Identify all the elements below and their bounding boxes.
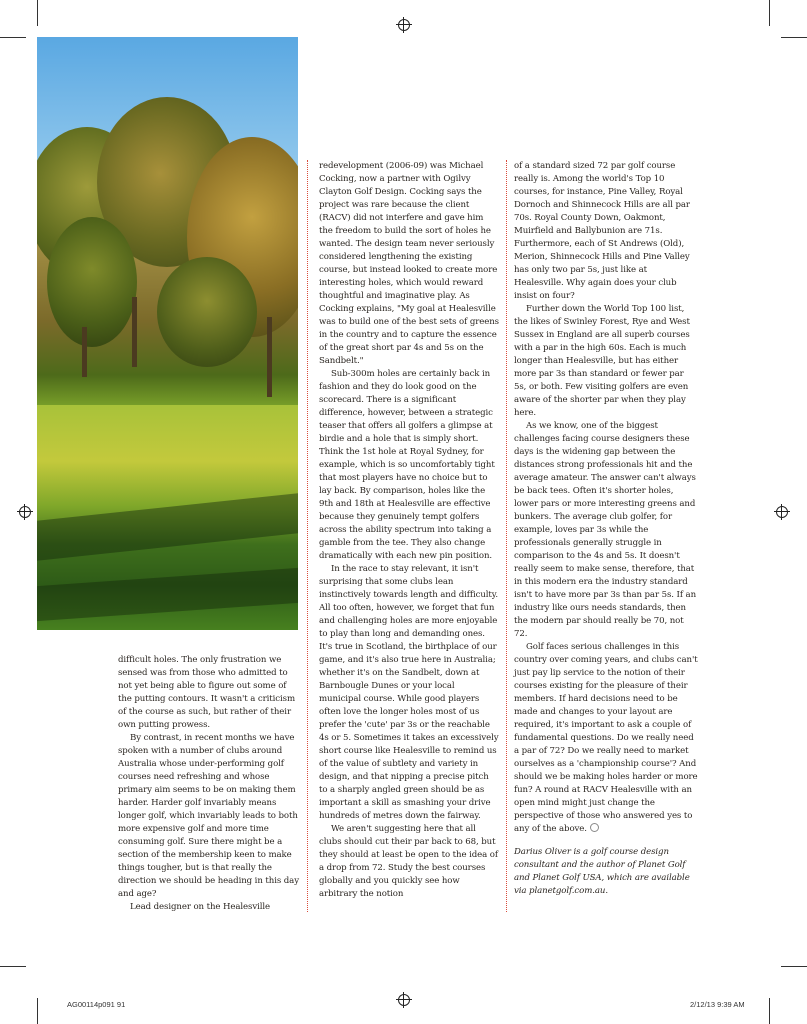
slug-left: AG00114p091 91	[67, 1000, 126, 1009]
tree-trunk	[267, 317, 272, 397]
tree	[47, 217, 137, 347]
crop-mark	[769, 998, 770, 1024]
author-byline: Darius Oliver is a golf course design consultant and the author of Planet Golf and Planet Golf USA, which are available via planetgolf.com.au.	[514, 847, 690, 896]
article-column-1	[118, 654, 300, 914]
paragraph: In the race to stay relevant, it isn't surprising that some clubs lean instinctively towards length and difficulty. All too often, however, we forget that fun and challenging holes are more enjoyable to play than long and demanding ones. It's true in Scotland, the birthplace of our game, and it's also true here in Australia; whether it's on the Sandbelt, down at Barnbougle Dunes or your local municipal course. While good players often love the longer holes most of us prefer the 'cute' par 3s or the reachable 4s or 5. Sometimes it takes an excessively short course like Healesville to remind us of the value of subtlety and variety in design, and that nipping a precise pitch to a sharply angled green should be as important a skill as smashing your drive hundreds of metres down the fairway.	[319, 564, 499, 821]
paragraph-text: Golf faces serious challenges in this country over coming years, and clubs can't just pay lip service to the notion of their courses existing for the pleasure of their members. If hard decisions need to be made and changes to your layout are required, it's important to ask a couple of fundamental questions. Do we really need a par of 72? Do we really need to market ourselves as a 'championship course'? And should we be making holes harder or more fun? A round at RACV Healesville with an open mind might just change the perspective of those who answered yes to any of the above.	[514, 642, 698, 834]
paragraph: of a standard sized 72 par golf course really is. Among the world's Top 10 courses, for instance, Pine Valley, Royal Dornoch and Shinnecock Hills are all par 70s. Royal County Down, Oakmont, Muirfield and Ballybunion are 71s. Furthermore, each of St Andrews (Old), Merion, Shinnecock Hills and Pine Valley has only two par 5s, just like at Healesville. Why again does your club insist on four?	[514, 161, 690, 301]
tree	[157, 257, 257, 367]
paragraph: As we know, one of the biggest challenges facing course designers these days is the widening gap between the distances strong professionals hit and the average amateur. The answer can't always be back tees. Often it's shorter holes, lower pars or more interesting greens and bunkers. The average club golfer, for example, loves par 3s while the professionals generally struggle in comparison to the 4s and 5s. It doesn't really seem to make sense, therefore, that in this modern era the industry standard isn't to have more par 3s than par 5s. If an industry like ours needs standards, then the modern par should really be 70, not 72.	[514, 421, 697, 639]
registration-mark-icon	[17, 504, 33, 520]
crop-mark	[37, 998, 38, 1024]
crop-mark	[781, 966, 807, 967]
tree-trunk	[82, 327, 87, 377]
paragraph-last	[514, 641, 698, 836]
article-column-2	[319, 160, 499, 901]
paragraph: Sub-300m holes are certainly back in fashion and they do look good on the scorecard. There is a significant difference, however, between a strategic teaser that offers all golfers a glimpse at birdie and a hole that is simply short. Think the 1st hole at Royal Sydney, for example, which is so uncomfortably tight that most players have no choice but to lay back. By comparison, holes like the 9th and 18th at Healesville are effective because they genuinely tempt golfers across the ability spectrum into taking a gamble from the tee. They also change dramatically with each new pin position.	[319, 369, 495, 561]
paragraph: By contrast, in recent months we have spoken with a number of clubs around Australia whose under-performing golf courses need refreshing and whose primary aim seems to be on making them harder. Harder golf invariably means longer golf, which invariably leads to both more expensive golf and more time consuming golf. Sure there might be a section of the membership keen to make things tougher, but is that really the direction we should be heading in this day and age?	[118, 733, 299, 899]
golf-course-photo	[37, 37, 298, 630]
registration-mark-icon	[396, 17, 412, 33]
paragraph: We aren't suggesting here that all clubs should cut their par back to 68, but they should at least be open to the idea of a drop from 72. Study the best courses globally and you quickly see how arbitrary the notion	[319, 824, 498, 899]
paragraph: redevelopment (2006-09) was Michael Cocking, now a partner with Ogilvy Clayton Golf Design. Cocking says the project was rare because the client (RACV) did not interfere and gave him the freedom to build the sort of holes he wanted. The design team never seriously considered lengthening the existing course, but instead looked to create more interesting holes, which would reward thoughtful and imaginative play. As Cocking explains, "My goal at Healesville was to build one of the best sets of greens in the country and to capture the essence of the great short par 4s and 5s on the Sandbelt."	[319, 161, 499, 366]
crop-mark	[781, 37, 807, 38]
paragraph: difficult holes. The only frustration we sensed was from those who admitted to not yet being able to figure out some of the putting contours. It wasn't a criticism of the course as such, but rather of their own putting prowess.	[118, 655, 296, 730]
end-of-article-icon	[590, 823, 599, 832]
tree-trunk	[132, 297, 137, 367]
crop-mark	[769, 0, 770, 26]
column-divider	[506, 160, 507, 912]
registration-mark-icon	[396, 992, 412, 1008]
slug-right: 2/12/13 9:39 AM	[690, 1000, 745, 1009]
paragraph: Further down the World Top 100 list, the likes of Swinley Forest, Rye and West Sussex in England are all superb courses with a par in the high 60s. Each is much longer than Healesville, but has either more par 3s than standard or fewer par 5s, or both. Few visiting golfers are even aware of the shorter par when they play here.	[514, 304, 690, 418]
registration-mark-icon	[774, 504, 790, 520]
column-divider	[307, 160, 308, 912]
paragraph: Lead designer on the Healesville	[130, 902, 271, 912]
article-column-3	[514, 160, 698, 898]
crop-mark	[0, 37, 26, 38]
crop-mark	[0, 966, 26, 967]
crop-mark	[37, 0, 38, 26]
